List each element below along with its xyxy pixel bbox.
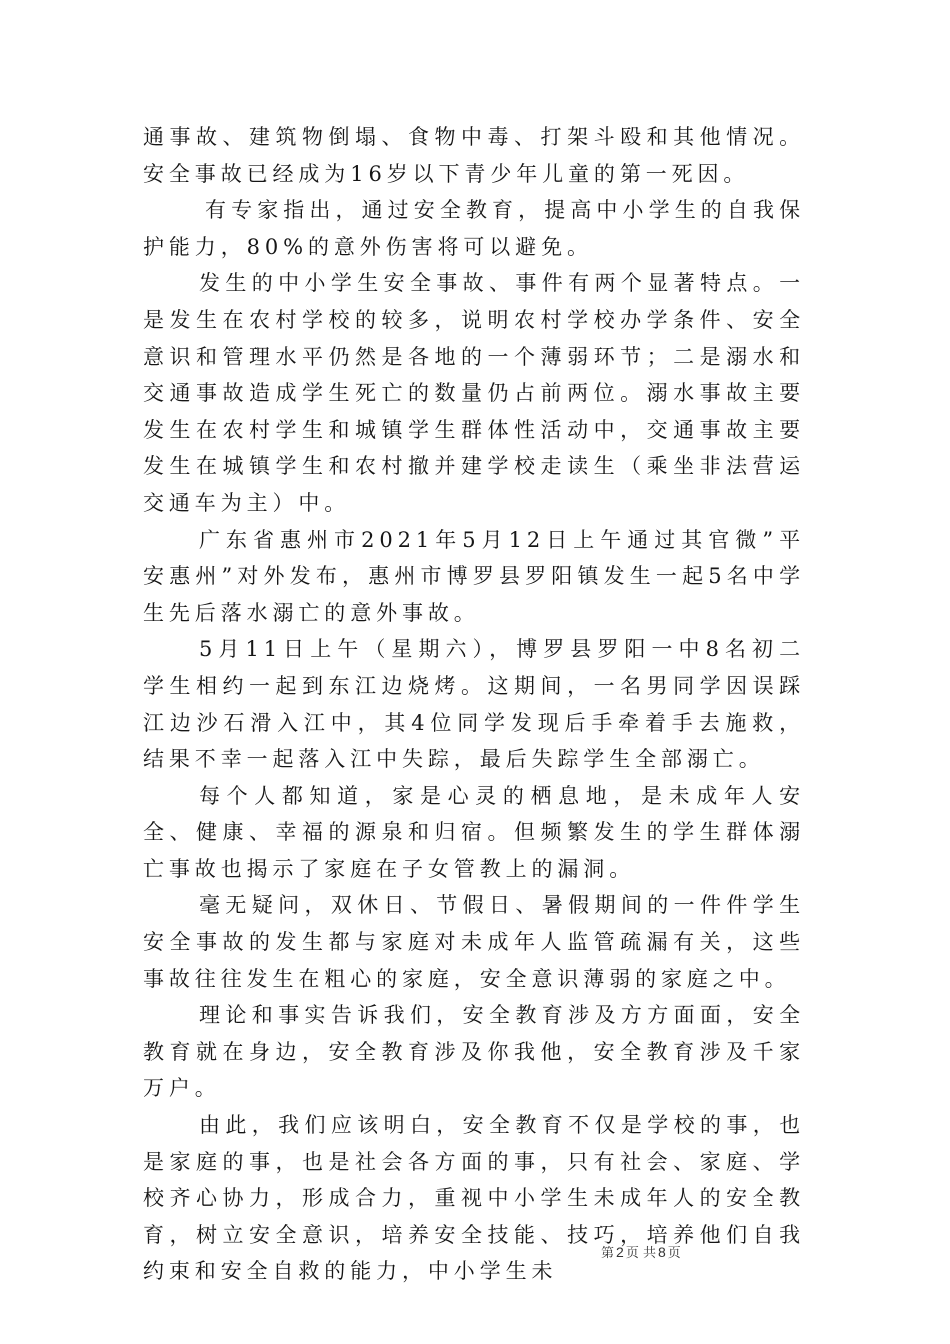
paragraph-conclusion: 由此，我们应该明白，安全教育不仅是学校的事，也是家庭的事，也是社会各方面的事，只有社会、家庭、学校齐心协力，形成合力，重视中小学生未成年人的安全教育，树立安全意识，培养安全技能、技巧，培养他们自我约束和安全自救的能力，中小学生未	[143, 1113, 805, 1284]
footer-current-page: 2	[616, 1244, 624, 1260]
page-number-footer	[0, 1242, 950, 1261]
paragraph-safety-everywhere: 理论和事实告诉我们，安全教育涉及方方面面，安全教育就在身边，安全教育涉及你我他，安全教育涉及千家万户。	[143, 1003, 805, 1101]
footer-prefix: 第	[601, 1246, 615, 1261]
footer-middle: 页 共	[625, 1246, 656, 1261]
paragraph-family-role: 每个人都知道，家是心灵的栖息地，是未成年人安全、健康、幸福的源泉和归宿。但频繁发生的学生群体溺亡事故也揭示了家庭在子女管教上的漏洞。	[143, 783, 805, 881]
paragraph-incident-details: 5月11日上午（星期六），博罗县罗阳一中8名初二学生相约一起到东江边烧烤。这期间，一名男同学因误踩江边沙石滑入江中，其4位同学发现后手牵着手去施救，结果不幸一起落入江中失踪，最后失踪学生全部溺亡。	[143, 637, 805, 772]
paragraph-holiday-supervision: 毫无疑问，双休日、节假日、暑假期间的一件件学生安全事故的发生都与家庭对未成年人监管疏漏有关，这些事故往往发生在粗心的家庭，安全意识薄弱的家庭之中。	[143, 893, 805, 991]
paragraph-accident-causes: 通事故、建筑物倒塌、食物中毒、打架斗殴和其他情况。安全事故已经成为16岁以下青少年儿童的第一死因。	[143, 125, 805, 186]
footer-suffix: 页	[667, 1246, 681, 1261]
footer-total-pages: 8	[657, 1244, 666, 1260]
paragraph-expert-opinion: 有专家指出，通过安全教育，提高中小学生的自我保护能力，80%的意外伤害将可以避免。	[143, 198, 805, 259]
document-body	[143, 119, 805, 1290]
paragraph-huizhou-report: 广东省惠州市2021年5月12日上午通过其官微”平安惠州”对外发布，惠州市博罗县罗阳镇发生一起5名中学生先后落水溺亡的意外事故。	[143, 527, 805, 625]
paragraph-accident-characteristics: 发生的中小学生安全事故、事件有两个显著特点。一是发生在农村学校的较多，说明农村学校办学条件、安全意识和管理水平仍然是各地的一个薄弱环节；二是溺水和交通事故造成学生死亡的数量仍占前两位。溺水事故主要发生在农村学生和城镇学生群体性活动中，交通事故主要发生在城镇学生和农村撤并建学校走读生（乘坐非法营运交通车为主）中。	[143, 271, 805, 515]
